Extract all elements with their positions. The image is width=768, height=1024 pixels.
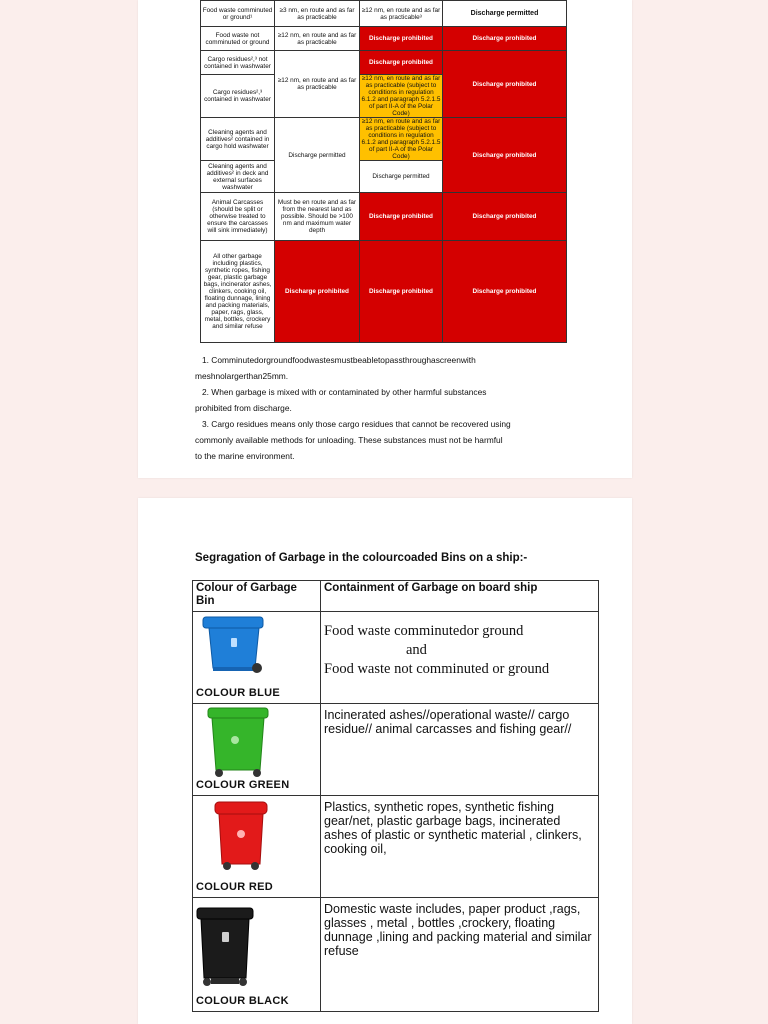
- table-cell: Discharge prohibited: [275, 241, 360, 343]
- table-row: [201, 27, 567, 51]
- bin-cell-black: [193, 898, 321, 1012]
- table-cell: ≥12 nm, en route and as far as practicable: [275, 27, 360, 51]
- table-cell: Discharge prohibited: [443, 118, 567, 193]
- table-cell: Cargo residues²,³ not contained in washwater: [201, 51, 275, 75]
- footnote-line: 3. Cargo residues means only those cargo residues that cannot be recovered using: [202, 419, 511, 429]
- table-cell: Discharge prohibited: [360, 51, 443, 75]
- document-page-1: [138, 0, 632, 478]
- table-cell: Cleaning agents and additives² in deck and external surfaces washwater: [201, 161, 275, 193]
- blue-bin-icon: [201, 614, 267, 676]
- footnote-line: prohibited from discharge.: [195, 403, 292, 413]
- footnote-line: 1. Comminutedorgroundfoodwastesmustbeabletopassthroughascreenwith: [202, 355, 476, 365]
- table-cell: ≥12 nm, en route and as far as practicable (subject to conditions in regulation 6.1.2 and paragraph 5.2.1.5 of part II-A of the Polar Code): [360, 118, 443, 161]
- table-row: [193, 612, 599, 704]
- bin-colour-table: [192, 580, 599, 1012]
- table-cell: ≥12 nm, en route and as far as practicable (subject to conditions in regulation 6.1.2 and paragraph 5.2.1.5 of part II-A of the Polar Code): [360, 75, 443, 118]
- table-row: [201, 51, 567, 75]
- table-cell: Cleaning agents and additives² contained in cargo hold washwater: [201, 118, 275, 161]
- table-cell: Discharge prohibited: [360, 193, 443, 241]
- bin-cell-green: [193, 704, 321, 796]
- table-row: [193, 704, 599, 796]
- table-row: [201, 241, 567, 343]
- section-heading: Segragation of Garbage in the colourcoaded Bins on a ship:-: [195, 552, 528, 564]
- table-cell: ≥12 nm, en route and as far as practicable³: [360, 1, 443, 27]
- description-line: Food waste not comminuted or ground: [324, 661, 550, 677]
- document-page-2: [138, 498, 632, 1024]
- footnote-line: 2. When garbage is mixed with or contaminated by other harmful substances: [202, 387, 487, 397]
- table-cell: Discharge prohibited: [360, 27, 443, 51]
- table-header-row: [193, 581, 599, 612]
- footnote-line: commonly available methods for unloading. These substances must not be harmful: [195, 435, 503, 445]
- table-row: [193, 898, 599, 1012]
- description-line: Food waste comminutedor ground: [324, 623, 524, 639]
- table-cell: ≥3 nm, en route and as far as practicable: [275, 1, 360, 27]
- table-cell: Food waste not comminuted or ground: [201, 27, 275, 51]
- table-footnotes: [195, 352, 595, 464]
- footnote-line: meshnolargerthan25mm.: [195, 371, 289, 381]
- bin-colour-label: COLOUR BLUE: [196, 687, 280, 699]
- garbage-discharge-table: [200, 0, 567, 343]
- table-row: [201, 118, 567, 161]
- table-cell: Discharge permitted: [360, 161, 443, 193]
- red-bin-icon: [213, 800, 269, 870]
- table-cell: Must be en route and as far from the nearest land as possible. Should be >100 nm and maximum water depth: [275, 193, 360, 241]
- table-row: [201, 193, 567, 241]
- bin-colour-label: COLOUR RED: [196, 881, 273, 893]
- table-cell: Animal Carcasses (should be split or otherwise treated to ensure the carcasses will sink immediately): [201, 193, 275, 241]
- table-cell: ≥12 nm, en route and as far as practicable: [275, 51, 360, 118]
- black-bin-icon: [195, 906, 255, 988]
- table-cell: Discharge prohibited: [443, 51, 567, 118]
- bin-colour-label: COLOUR GREEN: [196, 779, 290, 791]
- column-header: Containment of Garbage on board ship: [321, 581, 599, 612]
- bin-description: Plastics, synthetic ropes, synthetic fishing gear/net, plastic garbage bags, incinerated ashes of plastic or synthetic material , clinkers, cooking oil,: [321, 796, 599, 898]
- table-cell: All other garbage including plastics, synthetic ropes, fishing gear, plastic garbage bags, incinerator ashes, clinkers, cooking oil, floating dunnage, lining and packing materials, paper, rags, glass, metal, bottles, crockery and similar refuse: [201, 241, 275, 343]
- table-cell: Discharge prohibited: [360, 241, 443, 343]
- bin-colour-label: COLOUR BLACK: [196, 995, 289, 1007]
- column-header: Colour of Garbage Bin: [193, 581, 321, 612]
- bin-cell-red: [193, 796, 321, 898]
- bin-description: [321, 612, 599, 704]
- table-cell: Discharge prohibited: [443, 241, 567, 343]
- table-row: [193, 796, 599, 898]
- description-line: and: [406, 642, 427, 658]
- footnote-line: to the marine environment.: [195, 451, 295, 461]
- bin-description: Incinerated ashes//operational waste// cargo residue// animal carcasses and fishing gear//: [321, 704, 599, 796]
- bin-cell-blue: [193, 612, 321, 704]
- table-cell: Discharge prohibited: [443, 193, 567, 241]
- table-cell: Cargo residues²,³ contained in washwater: [201, 75, 275, 118]
- green-bin-icon: [207, 706, 269, 778]
- table-cell: Discharge permitted: [443, 1, 567, 27]
- bin-description: Domestic waste includes, paper product ,rags, glasses , metal , bottles ,crockery, floating dunnage ,lining and packing material and similar refuse: [321, 898, 599, 1012]
- table-cell: Food waste comminuted or ground¹: [201, 1, 275, 27]
- table-cell: Discharge permitted: [275, 118, 360, 193]
- table-row: [201, 1, 567, 27]
- table-cell: Discharge prohibited: [443, 27, 567, 51]
